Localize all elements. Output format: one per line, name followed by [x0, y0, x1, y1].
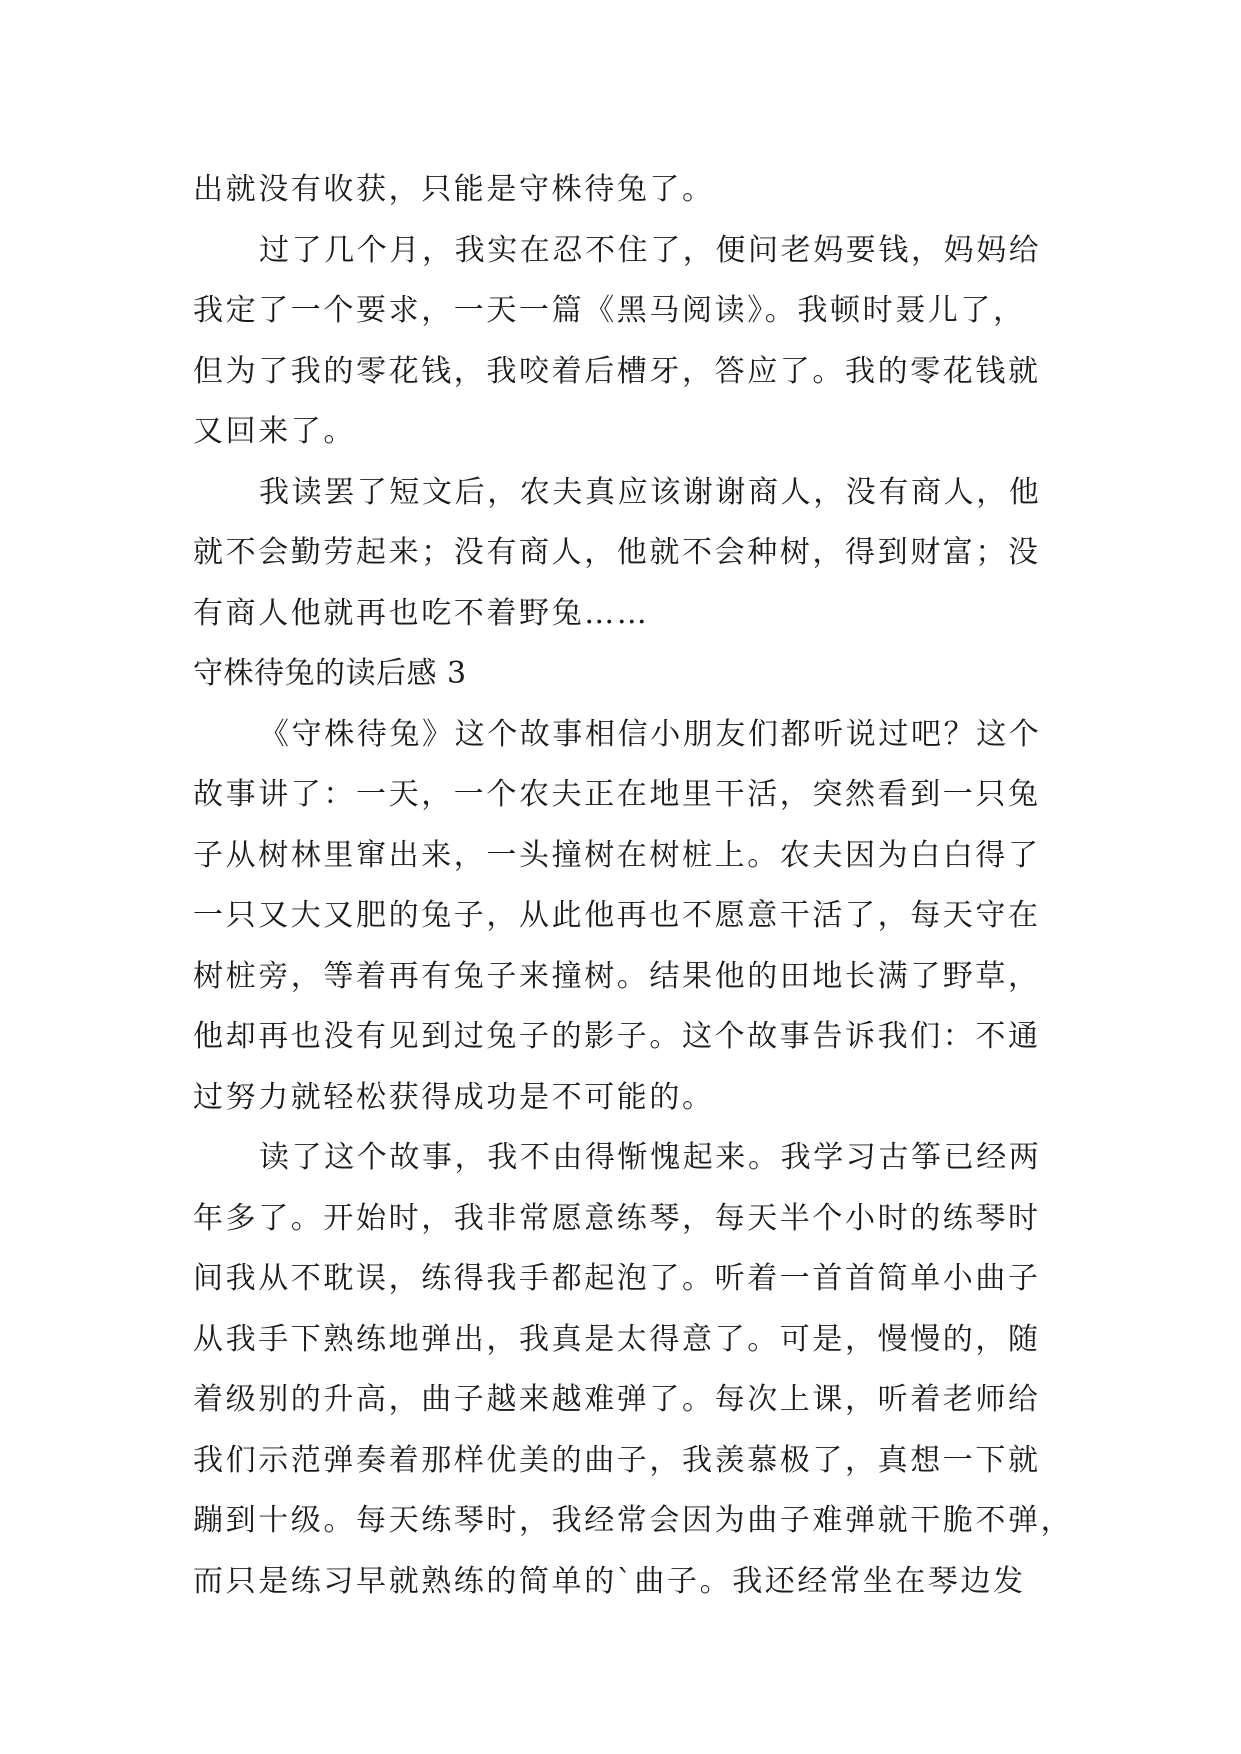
text-line: 就不会勤劳起来；没有商人，他就不会种树，得到财富；没 — [193, 535, 1041, 570]
text-line: 树桩旁，等着再有兔子来撞树。结果他的田地长满了野草， — [193, 958, 1041, 994]
text-line: 间我从不耽误，练得我手都起泡了。听着一首首简单小曲子 — [193, 1261, 1041, 1296]
text-line: 《守株待兔》这个故事相信小朋友们都听说过吧？这个 — [259, 716, 1042, 752]
document-page — [193, 160, 1074, 1612]
text-line: 一只又大又肥的兔子，从此他再也不愿意干活了，每天守在 — [193, 898, 1041, 933]
text-line: 又回来了。 — [193, 414, 356, 449]
text-line: 过了几个月，我实在忍不住了，便问老妈要钱，妈妈给 — [259, 232, 1042, 268]
text-line: 年多了。开始时，我非常愿意练琴，每天半个小时的练琴时 — [193, 1200, 1041, 1236]
text-line: 子从树林里窜出来，一头撞树在树桩上。农夫因为白白得了 — [193, 837, 1041, 873]
text-line: 他却再也没有见到过兔子的影子。这个故事告诉我们：不通 — [193, 1019, 1041, 1054]
text-line: 过努力就轻松获得成功是不可能的。 — [193, 1079, 715, 1115]
text-line: 读了这个故事，我不由得惭愧起来。我学习古筝已经两 — [259, 1140, 1042, 1175]
text-line: 我定了一个要求，一天一篇《黑马阅读》。我顿时聂儿了， — [193, 293, 1026, 328]
text-line: 出就没有收获，只能是守株待兔了。 — [193, 172, 715, 207]
text-line: 有商人他就再也吃不着野兔…… — [193, 595, 650, 631]
text-line: 但为了我的零花钱，我咬着后槽牙，答应了。我的零花钱就 — [193, 353, 1041, 389]
text-line: 从我手下熟练地弹出，我真是太得意了。可是，慢慢的，随 — [193, 1321, 1041, 1357]
text-line: 而只是练习早就熟练的简单的`曲子。我还经常坐在琴边发 — [193, 1563, 1026, 1599]
text-line: 蹦到十级。每天练琴时，我经常会因为曲子难弹就干脆不弹， — [193, 1503, 1074, 1538]
text-line: 我读罢了短文后，农夫真应该谢谢商人，没有商人，他 — [259, 474, 1042, 510]
text-line: 故事讲了：一天，一个农夫正在地里干活，突然看到一只兔 — [193, 777, 1041, 812]
section-heading: 守株待兔的读后感 3 — [193, 656, 467, 691]
text-line: 我们示范弹奏着那样优美的曲子，我羡慕极了，真想一下就 — [193, 1442, 1041, 1478]
text-line: 着级别的升高，曲子越来越难弹了。每次上课，听着老师给 — [193, 1382, 1041, 1417]
